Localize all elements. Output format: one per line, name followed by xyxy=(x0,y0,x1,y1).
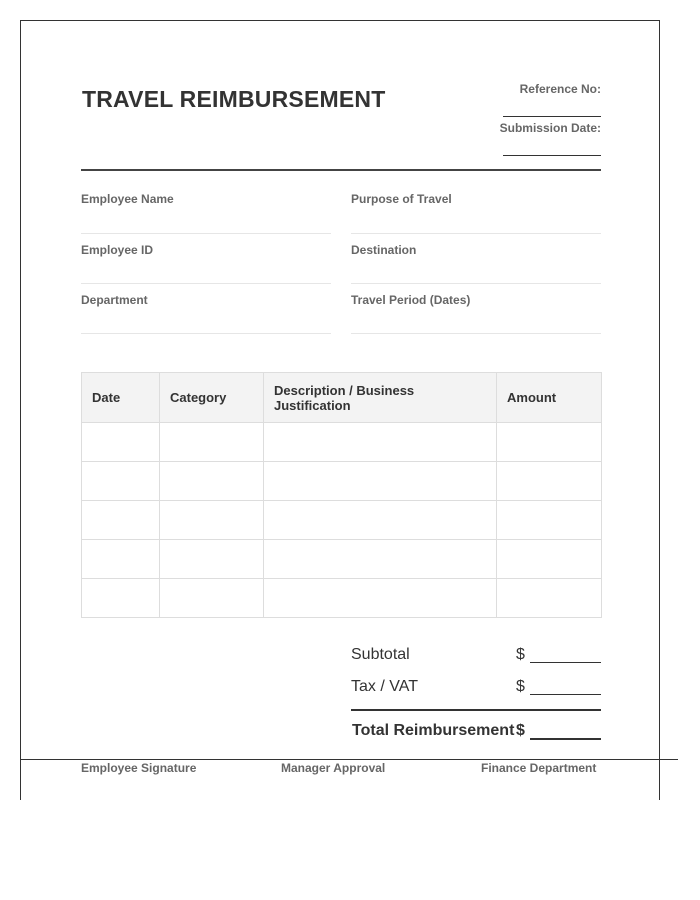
purpose-of-travel-label: Purpose of Travel xyxy=(351,192,452,206)
table-row xyxy=(82,501,602,540)
manager-approval-label: Manager Approval xyxy=(281,761,386,775)
employee-signature-label: Employee Signature xyxy=(81,761,197,775)
tax-field[interactable] xyxy=(530,694,601,695)
table-cell[interactable] xyxy=(82,540,160,579)
table-cell[interactable] xyxy=(264,501,497,540)
table-cell[interactable] xyxy=(160,462,264,501)
table-cell[interactable] xyxy=(160,501,264,540)
employee-name-field[interactable] xyxy=(81,233,331,234)
column-header-date: Date xyxy=(82,373,160,423)
subtotal-currency: $ xyxy=(516,646,525,663)
table-row xyxy=(82,579,602,618)
table-row xyxy=(82,462,602,501)
purpose-of-travel-field[interactable] xyxy=(351,233,601,234)
table-cell[interactable] xyxy=(82,579,160,618)
tax-currency: $ xyxy=(516,678,525,695)
travel-period-label: Travel Period (Dates) xyxy=(351,293,471,307)
table-cell[interactable] xyxy=(497,462,602,501)
table-cell[interactable] xyxy=(264,462,497,501)
table-cell[interactable] xyxy=(160,423,264,462)
expense-table xyxy=(81,372,602,618)
employee-name-label: Employee Name xyxy=(81,192,174,206)
subtotal-label: Subtotal xyxy=(351,646,410,663)
column-header-amount: Amount xyxy=(497,373,602,423)
destination-label: Destination xyxy=(351,243,417,257)
table-row xyxy=(82,423,602,462)
table-cell[interactable] xyxy=(264,423,497,462)
reference-number-label: Reference No: xyxy=(519,82,601,96)
total-currency: $ xyxy=(516,722,525,739)
submission-date-field[interactable] xyxy=(503,155,601,156)
signature-line xyxy=(20,759,678,760)
table-cell[interactable] xyxy=(82,501,160,540)
tax-label: Tax / VAT xyxy=(351,678,418,695)
total-divider xyxy=(351,709,601,711)
table-cell[interactable] xyxy=(82,462,160,501)
table-cell[interactable] xyxy=(82,423,160,462)
column-header-description: Description / Business Justification xyxy=(264,373,497,423)
finance-department-label: Finance Department xyxy=(481,761,597,775)
table-cell[interactable] xyxy=(160,540,264,579)
table-row xyxy=(82,540,602,579)
department-label: Department xyxy=(81,293,148,307)
table-cell[interactable] xyxy=(497,540,602,579)
table-cell[interactable] xyxy=(497,501,602,540)
submission-date-label: Submission Date: xyxy=(499,121,601,135)
table-cell[interactable] xyxy=(497,579,602,618)
total-reimbursement-field[interactable] xyxy=(530,738,601,740)
table-cell[interactable] xyxy=(497,423,602,462)
employee-id-field[interactable] xyxy=(81,283,331,284)
employee-id-label: Employee ID xyxy=(81,243,154,257)
table-cell[interactable] xyxy=(264,579,497,618)
total-reimbursement-label: Total Reimbursement xyxy=(352,722,515,739)
destination-field[interactable] xyxy=(351,283,601,284)
reference-number-field[interactable] xyxy=(503,116,601,117)
column-header-category: Category xyxy=(160,373,264,423)
form-title: TRAVEL REIMBURSEMENT xyxy=(82,86,386,112)
header-divider xyxy=(81,169,601,171)
table-cell[interactable] xyxy=(160,579,264,618)
travel-period-field[interactable] xyxy=(351,333,601,334)
table-header-row xyxy=(82,373,602,423)
subtotal-field[interactable] xyxy=(530,662,601,663)
department-field[interactable] xyxy=(81,333,331,334)
table-cell[interactable] xyxy=(264,540,497,579)
